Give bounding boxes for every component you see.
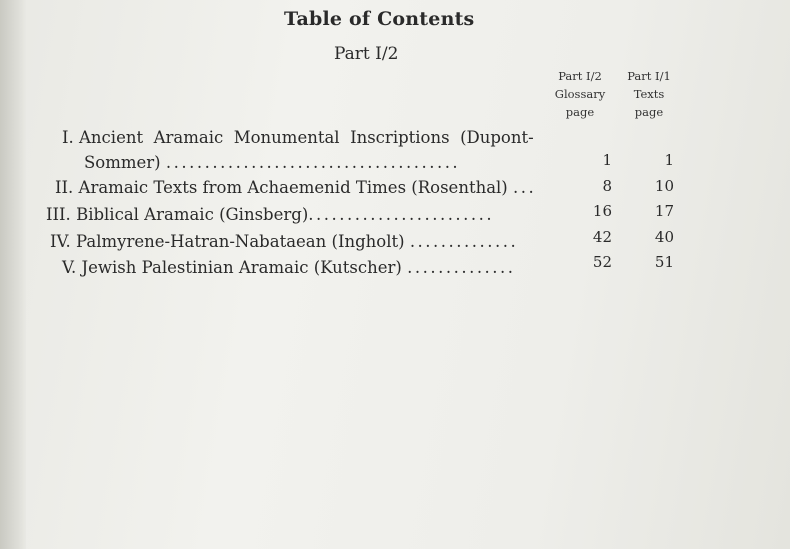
leader-dots: ..............	[407, 258, 516, 277]
glossary-page-number: 8	[602, 177, 612, 195]
texts-page-number: 1	[664, 151, 674, 169]
entry-title: Palmyrene-Hatran-Nabataean (Ingholt)	[76, 232, 405, 251]
column-header-glossary: Part I/2 Glossary page	[554, 69, 606, 119]
toc-entry-4	[50, 232, 518, 251]
toc-entry-2	[55, 178, 536, 197]
texts-page-number: 40	[654, 228, 674, 246]
leader-dots: ...	[513, 178, 537, 197]
entry-title-continued: Sommer)	[84, 153, 161, 172]
glossary-page-number: 1	[602, 151, 612, 169]
texts-page-number: 51	[654, 253, 674, 271]
entry-numeral: II.	[55, 178, 74, 197]
leader-dots: ........................	[308, 205, 495, 224]
entry-title: Ancient Aramaic Monumental Inscriptions (Dupont-	[79, 128, 534, 147]
glossary-page-number: 42	[592, 228, 612, 246]
toc-entry-5	[62, 258, 516, 277]
page-title: Table of Contents	[284, 8, 475, 30]
toc-entry-1-continuation	[84, 153, 460, 172]
column-header-texts: Part I/1 Texts page	[627, 69, 671, 119]
toc-entry-3	[46, 205, 494, 224]
entry-numeral: IV.	[50, 232, 71, 251]
entry-title: Biblical Aramaic (Ginsberg)	[76, 205, 309, 224]
part-heading: Part I/2	[334, 44, 399, 64]
leader-dots: ..............	[409, 232, 519, 251]
texts-page-number: 10	[654, 177, 674, 195]
glossary-page-number: 16	[592, 202, 612, 220]
entry-title: Aramaic Texts from Achaemenid Times (Rosenthal)	[78, 178, 508, 197]
entry-numeral: I.	[62, 128, 74, 147]
toc-entry-1	[62, 128, 534, 147]
entry-title: Jewish Palestinian Aramaic (Kutscher)	[81, 258, 402, 277]
leader-dots: ......................................	[165, 153, 461, 172]
glossary-page-number: 52	[592, 253, 612, 271]
texts-page-number: 17	[654, 202, 674, 220]
entry-numeral: III.	[46, 205, 71, 224]
entry-numeral: V.	[62, 258, 77, 277]
page-gutter	[0, 0, 26, 549]
